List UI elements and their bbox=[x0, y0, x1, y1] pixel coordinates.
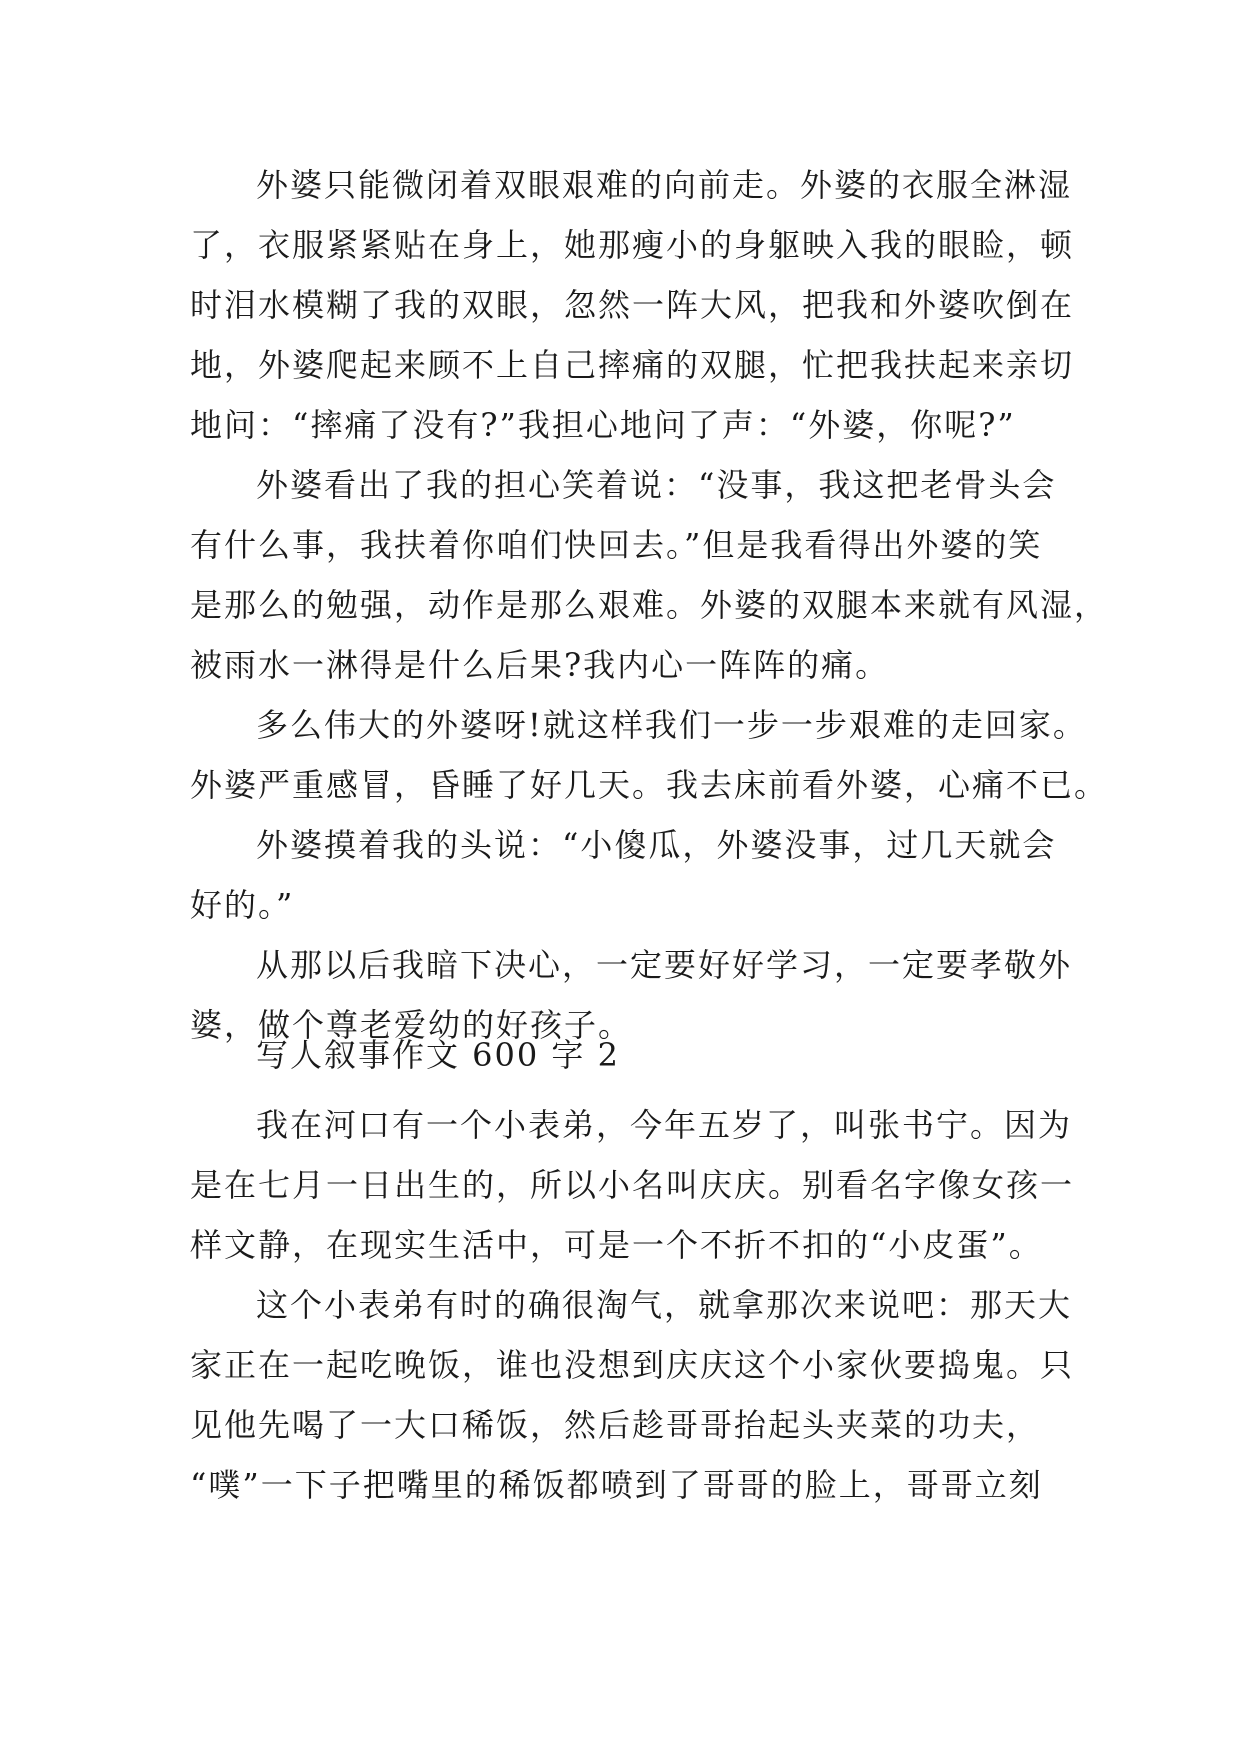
paragraph-line: 婆，做个尊老爱幼的好孩子。 bbox=[190, 1006, 633, 1044]
paragraph-line: 家正在一起吃晚饭，谁也没想到庆庆这个小家伙要捣鬼。只 bbox=[190, 1346, 1075, 1384]
paragraph-line: 从那以后我暗下决心，一定要好好学习，一定要孝敬外 bbox=[256, 946, 1073, 984]
paragraph-line: 是那么的勉强，动作是那么艰难。外婆的双腿本来就有风湿， bbox=[190, 586, 1109, 624]
paragraph-line: 时泪水模糊了我的双眼，忽然一阵大风，把我和外婆吹倒在 bbox=[190, 286, 1075, 324]
paragraph-line: 外婆摸着我的头说：“小傻瓜，外婆没事，过几天就会 bbox=[256, 826, 1057, 864]
paragraph-line: 是在七月一日出生的，所以小名叫庆庆。别看名字像女孩一 bbox=[190, 1166, 1075, 1204]
paragraph-line: 有什么事，我扶着你咱们快回去。”但是我看得出外婆的笑 bbox=[190, 526, 1043, 564]
paragraph-line: 外婆严重感冒，昏睡了好几天。我去床前看外婆，心痛不已。 bbox=[190, 766, 1109, 804]
paragraph-line: 好的。” bbox=[190, 886, 295, 924]
paragraph-line: 地问：“摔痛了没有?”我担心地问了声：“外婆，你呢?” bbox=[190, 406, 1016, 444]
paragraph-line: “噗”一下子把嘴里的稀饭都喷到了哥哥的脸上，哥哥立刻 bbox=[190, 1466, 1043, 1504]
paragraph-line: 地，外婆爬起来顾不上自己摔痛的双腿，忙把我扶起来亲切 bbox=[190, 346, 1075, 384]
paragraph-line: 外婆只能微闭着双眼艰难的向前走。外婆的衣服全淋湿 bbox=[256, 166, 1073, 204]
article-body-part1 bbox=[190, 155, 1109, 1055]
paragraph-line: 了，衣服紧紧贴在身上，她那瘦小的身躯映入我的眼睑，顿 bbox=[190, 226, 1075, 264]
paragraph-line: 被雨水一淋得是什么后果?我内心一阵阵的痛。 bbox=[190, 646, 890, 684]
paragraph-line: 这个小表弟有时的确很淘气，就拿那次来说吧：那天大 bbox=[256, 1286, 1073, 1324]
paragraph-line: 样文静，在现实生活中，可是一个不折不扣的“小皮蛋”。 bbox=[190, 1226, 1043, 1264]
paragraph-line: 见他先喝了一大口稀饭，然后趁哥哥抬起头夹菜的功夫， bbox=[190, 1406, 1041, 1444]
paragraph-line: 我在河口有一个小表弟，今年五岁了，叫张书宁。因为 bbox=[256, 1106, 1073, 1144]
section-heading: 写人叙事作文 600 字 2 bbox=[256, 1036, 620, 1074]
article-body-part2 bbox=[190, 1095, 1075, 1515]
paragraph-line: 外婆看出了我的担心笑着说：“没事，我这把老骨头会 bbox=[256, 466, 1057, 504]
paragraph-line: 多么伟大的外婆呀!就这样我们一步一步艰难的走回家。 bbox=[256, 706, 1087, 744]
